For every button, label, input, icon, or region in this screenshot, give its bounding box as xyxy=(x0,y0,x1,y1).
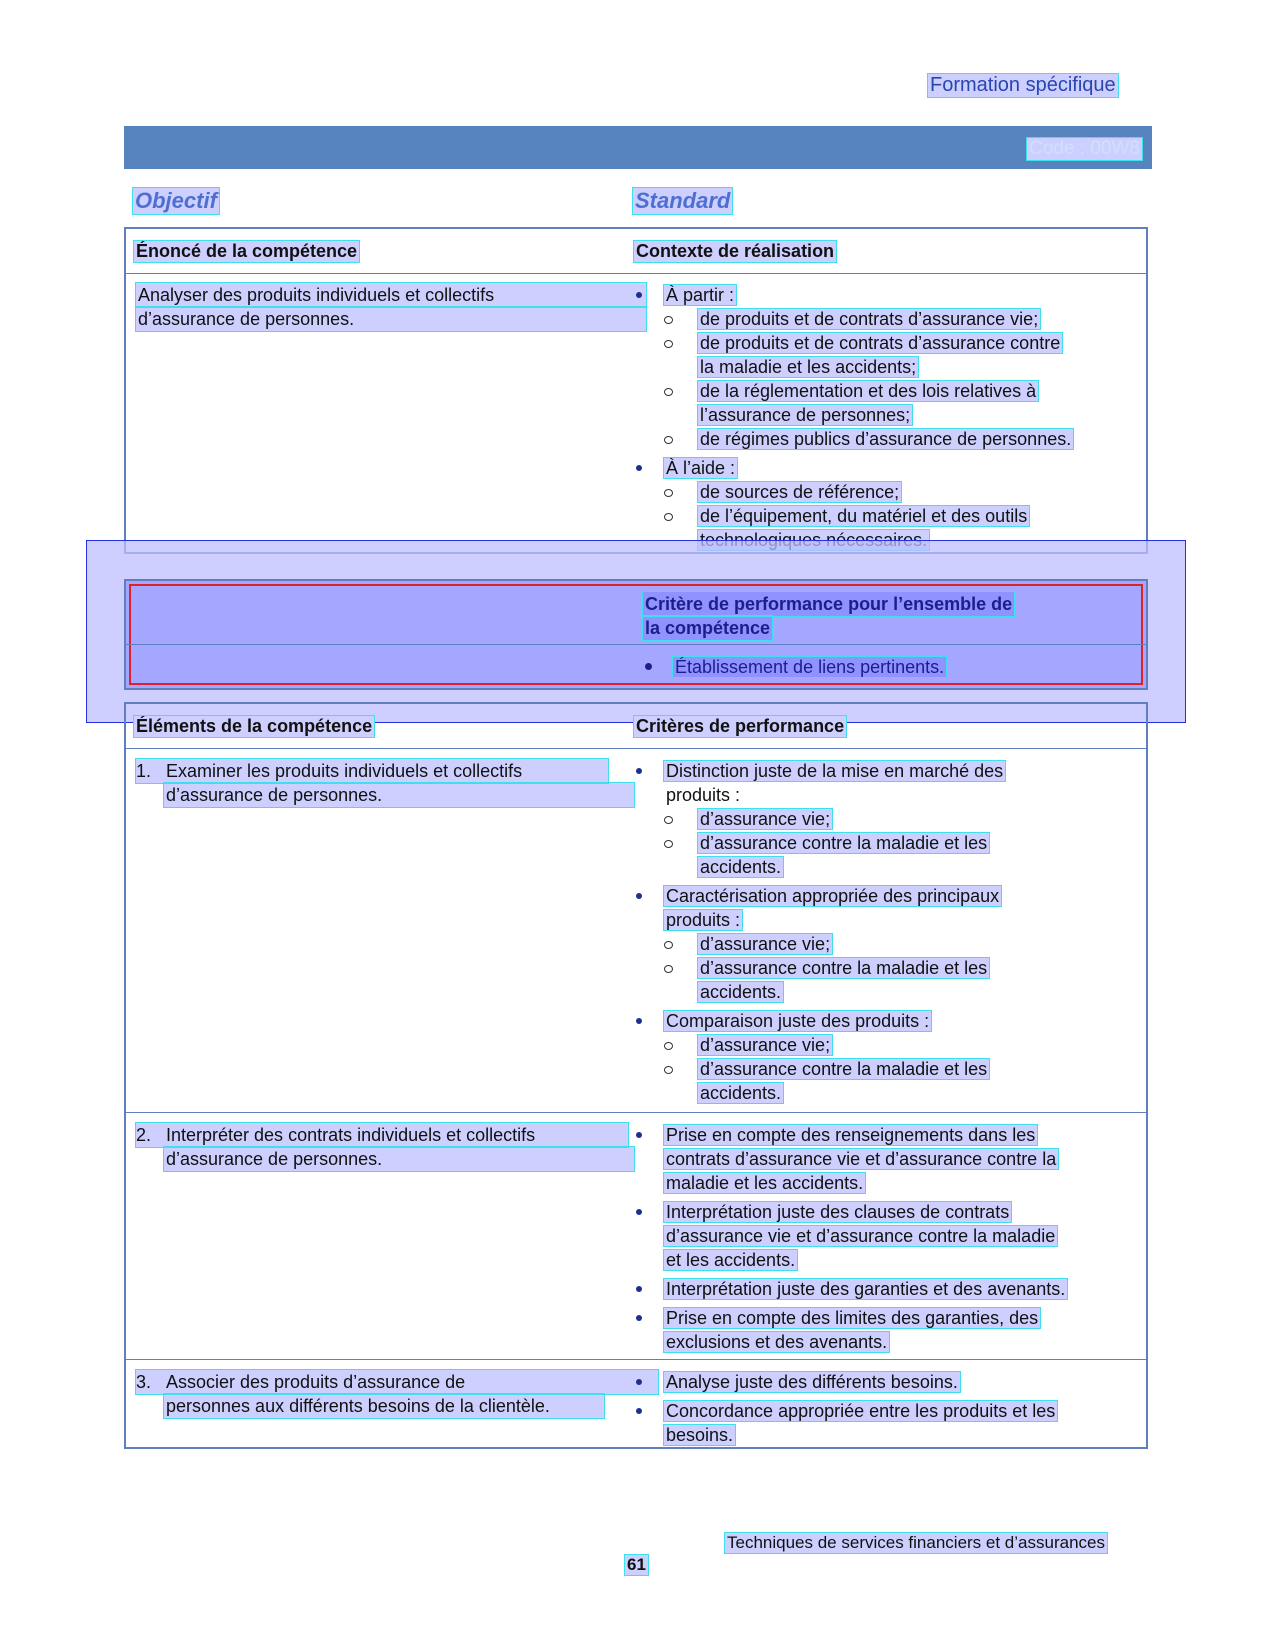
competence-table xyxy=(124,227,1148,554)
criterion-line: Interprétation juste des clauses de contrats xyxy=(666,1202,1010,1222)
element-row-3 xyxy=(126,1359,1146,1450)
competency-code: Code : 00W8 xyxy=(1029,138,1140,159)
criterion-line: Interprétation juste des garanties et des avenants. xyxy=(666,1279,1066,1299)
criterion-line: Caractérisation appropriée des principaux xyxy=(666,886,1000,906)
element-number: 3. xyxy=(136,1372,152,1392)
context-sub xyxy=(634,379,1128,427)
element-line: d’assurance de personnes. xyxy=(164,783,634,807)
criterion-bullet xyxy=(634,1009,1128,1105)
footer-program-title: Techniques de services financiers et d’assurances xyxy=(727,1533,1105,1552)
statement-line: Analyser des produits individuels et collectifs xyxy=(136,283,646,307)
criterion-line: Comparaison juste des produits : xyxy=(666,1011,930,1031)
criterion-sub xyxy=(634,807,1128,831)
criteria-list xyxy=(634,1370,1128,1452)
sub-line: d’assurance contre la maladie et les xyxy=(700,1059,988,1079)
criterion-line: Distinction juste de la mise en marché des xyxy=(666,761,1004,781)
competence-statement xyxy=(136,283,646,331)
context-label: À partir : xyxy=(666,285,735,305)
criterion-sub xyxy=(634,956,1128,1004)
criterion-text: Établissement de liens pertinents. xyxy=(675,657,945,677)
sub-line: d’assurance vie; xyxy=(700,809,831,829)
criterion-bullet xyxy=(634,1399,1128,1447)
sub-line: l’assurance de personnes; xyxy=(700,405,911,425)
divider xyxy=(126,644,1146,645)
sub-line: de la réglementation et des lois relatives à xyxy=(700,381,1037,401)
element-line: d’assurance de personnes. xyxy=(164,1147,634,1171)
element-number: 2. xyxy=(136,1125,152,1145)
criterion-line: contrats d’assurance vie et d’assurance contre la xyxy=(666,1149,1057,1169)
context-sub xyxy=(634,307,1128,331)
criterion-line: Analyse juste des différents besoins. xyxy=(666,1372,958,1392)
document-section-title: Formation spécifique xyxy=(930,74,1116,96)
criterion-bullet xyxy=(634,884,1128,1004)
criterion-line: maladie et les accidents. xyxy=(666,1173,864,1193)
elements-table xyxy=(124,702,1148,1449)
element-statement xyxy=(136,1123,636,1171)
sub-line: d’assurance vie; xyxy=(700,1035,831,1055)
element-row-2 xyxy=(126,1112,1146,1359)
criterion-sub xyxy=(634,932,1128,956)
criterion-bullet xyxy=(634,1306,1128,1354)
global-criterion-item xyxy=(643,657,946,678)
sub-line: accidents. xyxy=(700,982,782,1002)
criterion-sub xyxy=(634,831,1128,879)
competence-table-header xyxy=(126,229,1146,274)
global-criterion-title xyxy=(643,592,1014,640)
global-criterion-box xyxy=(124,579,1148,690)
criterion-line: produits : xyxy=(666,785,741,805)
sub-line: la maladie et les accidents; xyxy=(700,357,917,377)
sub-line: de produits et de contrats d’assurance contre xyxy=(700,333,1061,353)
header-band xyxy=(124,126,1152,169)
criterion-line: Prise en compte des renseignements dans les xyxy=(666,1125,1036,1145)
criterion-bullet xyxy=(634,1123,1128,1195)
context-sub xyxy=(634,427,1128,451)
header-contexte: Contexte de réalisation xyxy=(636,241,835,261)
sub-line: d’assurance contre la maladie et les xyxy=(700,833,988,853)
criterion-line: exclusions et des avenants. xyxy=(666,1332,888,1352)
title-line: la compétence xyxy=(645,618,771,638)
header-enonce: Énoncé de la compétence xyxy=(136,241,358,261)
context-bullet xyxy=(634,456,1128,552)
element-row-1 xyxy=(126,749,1146,1112)
sub-line: de sources de référence; xyxy=(700,482,900,502)
criterion-sub xyxy=(634,1057,1128,1105)
sub-line: d’assurance contre la maladie et les xyxy=(700,958,988,978)
context-list xyxy=(634,283,1128,557)
elements-table-header xyxy=(126,704,1146,749)
element-line: Interpréter des contrats individuels et collectifs xyxy=(166,1125,536,1145)
criteria-list xyxy=(634,1123,1128,1359)
criterion-line: d’assurance vie et d’assurance contre la maladie xyxy=(666,1226,1056,1246)
sub-line: accidents. xyxy=(700,857,782,877)
context-sub xyxy=(634,331,1128,379)
sub-line: accidents. xyxy=(700,1083,782,1103)
context-bullet xyxy=(634,283,1128,451)
criterion-line: Concordance appropriée entre les produits et les xyxy=(666,1401,1056,1421)
element-line: Examiner les produits individuels et collectifs xyxy=(166,761,523,781)
title-line: Critère de performance pour l’ensemble de xyxy=(645,594,1013,614)
criterion-bullet xyxy=(634,759,1128,879)
criterion-bullet xyxy=(634,1370,1128,1394)
criterion-line: produits : xyxy=(666,910,741,930)
criterion-bullet xyxy=(634,1277,1128,1301)
sub-line: de régimes publics d’assurance de personnes. xyxy=(700,429,1072,449)
element-statement xyxy=(136,759,636,807)
page-number: 61 xyxy=(627,1555,646,1574)
objectif-title: Objectif xyxy=(135,188,217,213)
criterion-bullet xyxy=(634,1200,1128,1272)
element-line: Associer des produits d’assurance de xyxy=(166,1372,466,1392)
element-number: 1. xyxy=(136,761,152,781)
header-elements: Éléments de la compétence xyxy=(136,716,373,736)
element-statement xyxy=(136,1370,636,1418)
element-line: personnes aux différents besoins de la clientèle. xyxy=(164,1394,604,1418)
criterion-line: Prise en compte des limites des garanties, des xyxy=(666,1308,1039,1328)
criteria-list xyxy=(634,759,1128,1110)
context-sub xyxy=(634,480,1128,504)
header-criteres: Critères de performance xyxy=(636,716,845,736)
criterion-sub xyxy=(634,1033,1128,1057)
sub-line: de l’équipement, du matériel et des outils xyxy=(700,506,1028,526)
criterion-line: et les accidents. xyxy=(666,1250,796,1270)
standard-title: Standard xyxy=(635,188,731,213)
context-label: À l’aide : xyxy=(666,458,736,478)
sub-line: de produits et de contrats d’assurance vie; xyxy=(700,309,1039,329)
criterion-line: besoins. xyxy=(666,1425,734,1445)
sub-line: d’assurance vie; xyxy=(700,934,831,954)
statement-line: d’assurance de personnes. xyxy=(136,307,646,331)
